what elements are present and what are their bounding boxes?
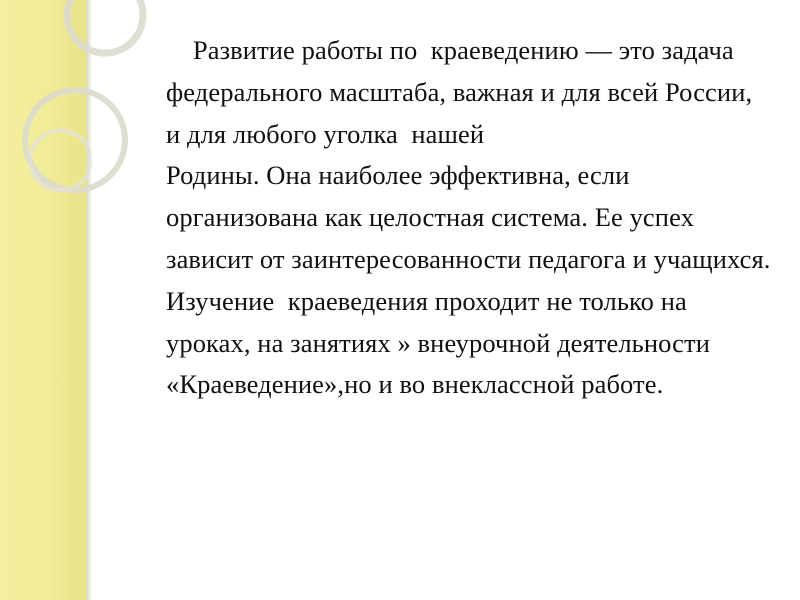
- body-paragraph: Развитие работы по краеведению — это задача федерального масштаба, важная и для всей России, и для любого уголка нашей Родины. Она наиболее эффективна, если организована как целостная система. Ее успех зависит от заинтересованности педагога и учащихся. Изучение краеведения проходит не только на уроках, на занятиях » внеурочной деятельности «Краеведение»,но и во внеклассной работе.: [166, 35, 771, 400]
- ring-small: [30, 130, 90, 190]
- ring-large: [67, 0, 143, 53]
- decorative-rings-icon: [0, 0, 160, 220]
